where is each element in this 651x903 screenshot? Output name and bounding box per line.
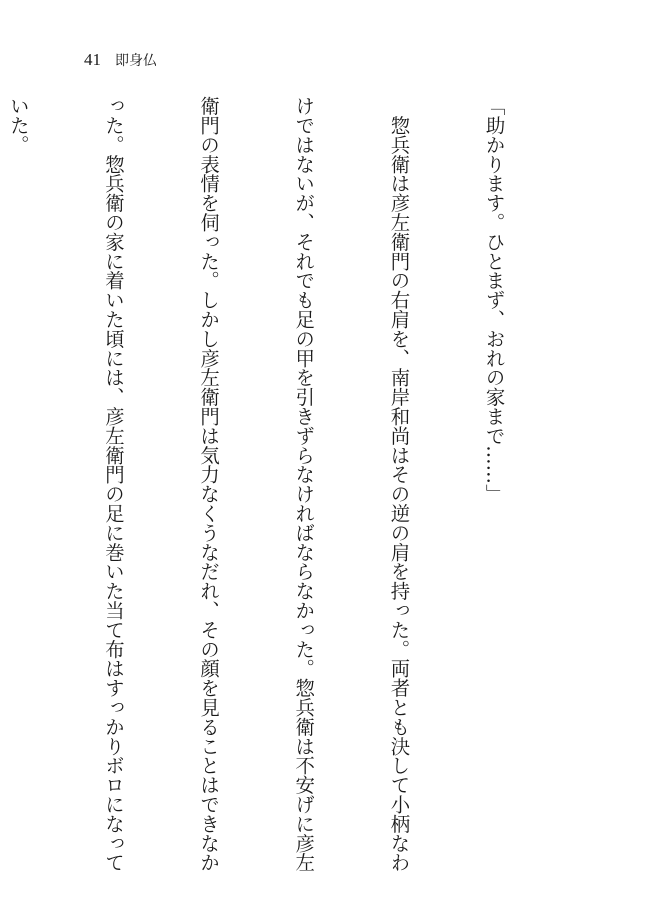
text-line: 衛門の表情を伺った。しかし彦左衛門は気力なくうなだれ、その顔を見ることはできなか bbox=[197, 96, 221, 872]
text-line: いた。 bbox=[6, 96, 30, 155]
text-line: った。惣兵衛の家に着いた頃には、彦左衛門の足に巻いた当て布はすっかりボロになって bbox=[101, 96, 125, 872]
text-line: 惣兵衛は彦左衛門の右肩を、南岸和尚はその逆の肩を持った。両者とも決して小柄なわ bbox=[387, 96, 411, 872]
text-line: けではないが、それでも足の甲を引きずらなければならなかった。惣兵衛は不安げに彦左 bbox=[292, 96, 316, 872]
page-number: 41 bbox=[84, 50, 101, 69]
page-header bbox=[84, 50, 157, 70]
vertical-body-text bbox=[6, 96, 573, 872]
chapter-title: 即身仏 bbox=[115, 53, 157, 69]
text-line: 「助かります。ひとまず、おれの家まで……」 bbox=[482, 96, 506, 504]
